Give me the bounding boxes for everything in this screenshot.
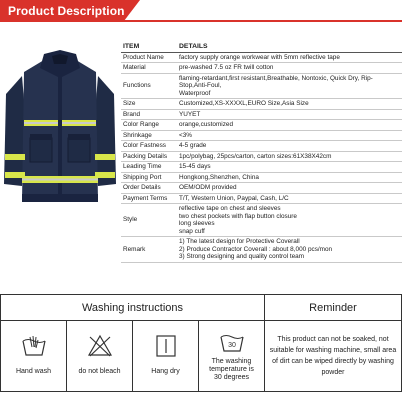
spec-value: [177, 237, 402, 263]
care-item-hang-dry: [133, 321, 199, 392]
spec-value-line: OEM/ODM provided: [179, 184, 237, 191]
fire-jacket-image: [0, 34, 120, 218]
spec-value: [177, 151, 402, 162]
spec-key: Material: [121, 63, 177, 74]
spec-value: [177, 193, 402, 204]
spec-value-line: orange,customized: [179, 121, 233, 128]
spec-key: Payment Terms: [121, 193, 177, 204]
spec-key: Shipping Port: [121, 172, 177, 183]
reminder-text: This product can not be soaked, not suitable for washing machine, small area of dirt can be wiped directly by washing powder: [269, 336, 397, 376]
banner: [0, 0, 402, 26]
care-item-wash-30: [199, 321, 265, 392]
spec-value-line: Hongkong,Shenzhen, China: [179, 173, 259, 181]
spec-key: Style: [121, 204, 177, 237]
care-item-no-bleach: [67, 321, 133, 392]
spec-row: [121, 141, 402, 152]
spec-value-line: 4-5 grade: [179, 142, 207, 149]
spec-row: [121, 183, 402, 194]
spec-row: [121, 63, 402, 74]
care-item-label: Hang dry: [151, 368, 180, 375]
hang-dry-icon: [153, 333, 179, 359]
spec-value-line: YUYET: [179, 110, 201, 118]
spec-value: [177, 52, 402, 63]
spec-value-line: flaming-retardant,first resistant,Breathable, Nontoxic, Quick Dry, Rip-Stop,Anti-Foul,: [179, 74, 373, 89]
reminder-title: Reminder: [265, 295, 401, 321]
spec-key: Leading Time: [121, 162, 177, 173]
wash-temp-label: 30: [227, 342, 236, 349]
wash-30-icon: [219, 329, 245, 355]
spec-value-line: 3) Strong designing and quality control team: [179, 253, 305, 260]
spec-value-line: Customized,XS-XXXXL,EURO Size,Asia Size: [179, 100, 309, 107]
spec-value-line: 1) The latest design for Protective Coverall: [179, 238, 300, 245]
care-item-label: The washing temperature is 30 degrees: [209, 358, 254, 381]
spec-header-item: ITEM: [121, 42, 177, 52]
spec-value: [177, 120, 402, 131]
spec-key: Product Name: [121, 52, 177, 63]
spec-value: [177, 130, 402, 141]
spec-key: Remark: [121, 237, 177, 263]
spec-row: [121, 193, 402, 204]
spec-row: [121, 109, 402, 120]
spec-key: Functions: [121, 73, 177, 99]
spec-value: [177, 73, 402, 99]
spec-value: [177, 99, 402, 110]
spec-key: Color Fastness: [121, 141, 177, 152]
spec-row: [121, 151, 402, 162]
spec-value: [177, 172, 402, 183]
spec-value-line: Waterproof: [179, 89, 211, 97]
spec-table: [121, 42, 402, 263]
spec-value-line: 2) Produce Contractor Coverall : about 8,000 pcs/mon: [179, 245, 333, 253]
spec-row: [121, 237, 402, 263]
banner-underline: [120, 20, 402, 22]
spec-row: [121, 130, 402, 141]
spec-key: Brand: [121, 109, 177, 120]
spec-header-details: DETAILS: [177, 42, 402, 52]
banner-title: Product Description: [8, 4, 125, 18]
spec-value: [177, 183, 402, 194]
care-item-hand-wash: [1, 321, 67, 392]
spec-value-line: T/T, Western Union, Paypal, Cash, L/C: [179, 194, 289, 202]
spec-value-line: pre-washed 7.5 oz FR twill cotton: [179, 64, 274, 71]
spec-value-line: 15-45 days: [179, 163, 211, 170]
spec-key: Shrinkage: [121, 130, 177, 141]
spec-row: [121, 73, 402, 99]
care-table: [0, 294, 402, 392]
spec-header-row: [121, 42, 402, 52]
spec-value: [177, 141, 402, 152]
spec-value-line: 1pc/polybag, 25pcs/carton, carton sizes:61X38X42cm: [179, 152, 332, 160]
spec-row: [121, 120, 402, 131]
spec-value: [177, 204, 402, 237]
spec-key: Packing Details: [121, 151, 177, 162]
spec-value-line: <3%: [179, 131, 192, 139]
spec-value-line: snap cuff: [179, 227, 205, 235]
washing-instructions-title: Washing instructions: [1, 295, 265, 321]
care-item-label: Hand wash: [15, 368, 52, 375]
spec-key: Color Range: [121, 120, 177, 131]
care-item-label: do not bleach: [78, 368, 121, 375]
spec-value: [177, 109, 402, 120]
spec-key: Order Details: [121, 183, 177, 194]
spec-row: [121, 204, 402, 237]
spec-value: [177, 162, 402, 173]
spec-value-line: two chest pockets with flap button closure: [179, 212, 297, 220]
spec-value-line: long sleeves: [179, 220, 215, 227]
spec-value: [177, 63, 402, 74]
spec-key: Size: [121, 99, 177, 110]
spec-row: [121, 172, 402, 183]
spec-value-line: reflective tape on chest and sleeves: [179, 205, 281, 212]
hand-wash-icon: [21, 333, 47, 359]
spec-row: [121, 162, 402, 173]
spec-value-line: factory supply orange workwear with 5mm reflective tape: [179, 53, 340, 61]
spec-row: [121, 99, 402, 110]
spec-row: [121, 52, 402, 63]
no-bleach-icon: [87, 333, 113, 359]
